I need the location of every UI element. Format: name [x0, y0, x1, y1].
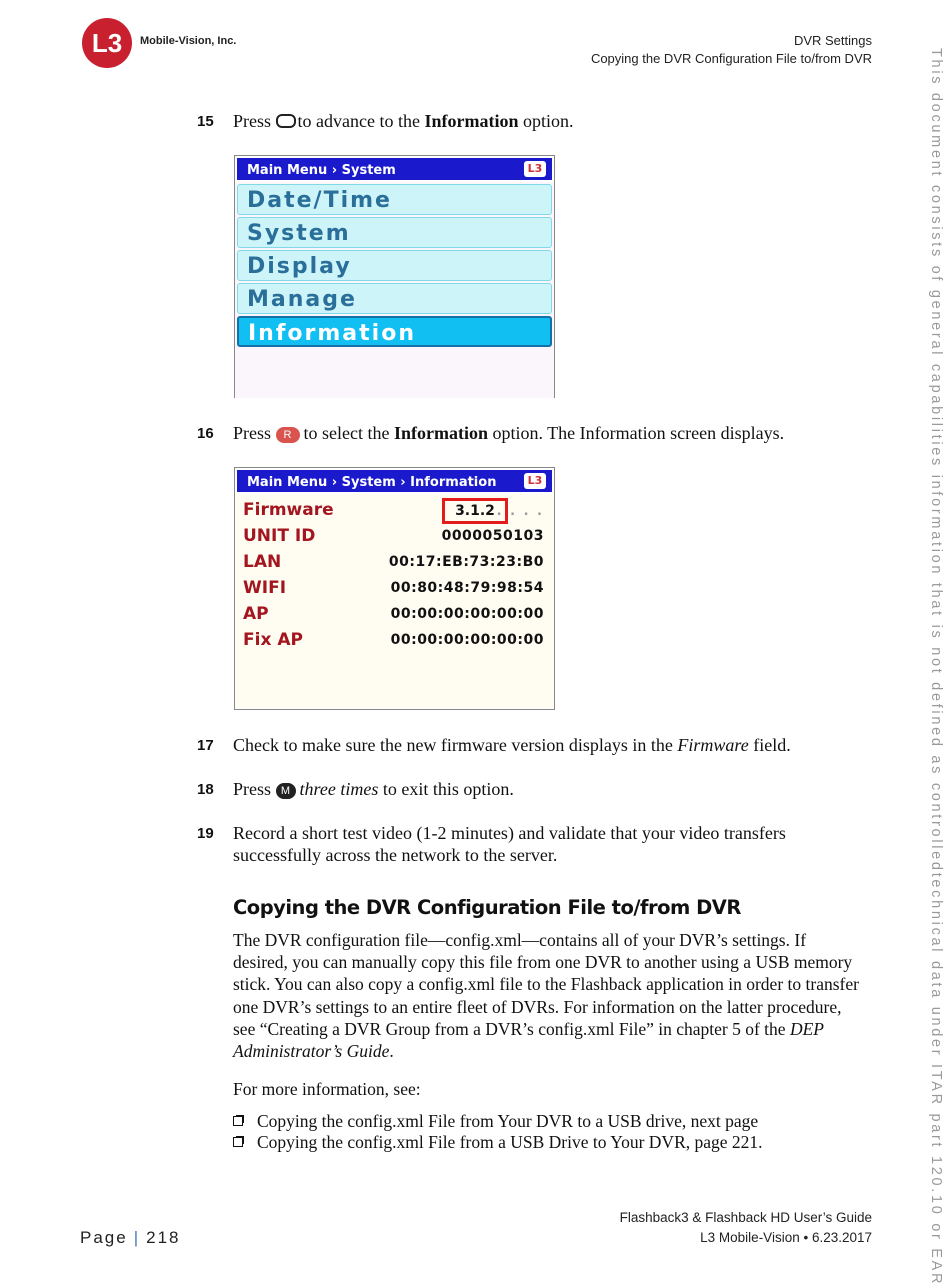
- page-label: Page: [80, 1228, 128, 1247]
- more-info-label: For more information, see:: [233, 1079, 421, 1099]
- info-row: [243, 524, 544, 550]
- step-text: Record a short test video (1-2 minutes) and validate that your video transfers successfully across the network to the server.: [233, 823, 786, 865]
- step-text: field.: [753, 735, 791, 755]
- footer-guide: Flashback3 & Flashback HD User’s Guide: [619, 1210, 872, 1225]
- info-value: 0000050103: [441, 528, 544, 544]
- oval-button-icon: [276, 114, 296, 128]
- info-row-firmware: [243, 498, 544, 524]
- information-panel: [235, 494, 554, 708]
- logo-text: L3: [91, 28, 123, 58]
- step-text: to advance to the: [297, 111, 420, 131]
- info-label: WIFI: [243, 578, 287, 598]
- screen-breadcrumb: Main Menu › System: [247, 163, 396, 178]
- menu-item-system[interactable]: System: [237, 217, 552, 248]
- l3-badge-icon: L3: [524, 473, 546, 489]
- dvr-screen-information: [234, 467, 555, 710]
- separator: |: [133, 1228, 141, 1247]
- m-button-icon: M: [276, 783, 296, 799]
- info-row: [243, 550, 544, 576]
- step-text: Press: [233, 423, 272, 443]
- info-label: Firmware: [243, 500, 334, 520]
- dvr-screen-system-menu: [234, 155, 555, 398]
- l3-badge-icon: L3: [524, 161, 546, 177]
- l3-logo: [80, 18, 136, 68]
- step-text: Press: [233, 779, 272, 799]
- guide-title: DEP Administrator’s Guide: [233, 1018, 824, 1062]
- screen-title-bar: [235, 468, 554, 494]
- info-value: 00:00:00:00:00:00: [390, 606, 544, 622]
- checkbox-bullet-icon: [233, 1116, 243, 1126]
- info-row: [243, 602, 544, 628]
- info-label: UNIT ID: [243, 526, 316, 546]
- firmware-value: 3.1.2: [455, 503, 495, 519]
- step-text: to exit this option.: [382, 779, 514, 799]
- footer-publisher: L3 Mobile-Vision • 6.23.2017: [700, 1230, 872, 1245]
- r-button-icon: R: [276, 427, 300, 443]
- header-section: DVR Settings: [793, 33, 872, 48]
- info-row: [243, 576, 544, 602]
- paragraph-text: The DVR configuration file—config.xml—contains all of your DVR’s settings. If desired, you can manually copy this file from one DVR to another using a USB memory stick. You can also copy a config.xml file to the Flashback application in order to transfer one DVR’s settings to an entire fleet of DVRs. For information on the latter procedure, see “Creating a DVR Group from a DVR’s config.xml File” in chapter 5 of the: [233, 930, 859, 1039]
- step-number: 19: [197, 825, 214, 842]
- menu-item-information[interactable]: Information: [237, 316, 552, 347]
- info-label: AP: [243, 604, 269, 624]
- header-subsection: Copying the DVR Configuration File to/from DVR: [590, 51, 872, 66]
- link-text[interactable]: Copying the config.xml File from a USB Drive to Your DVR, page 221.: [257, 1132, 763, 1152]
- step-number: 18: [197, 781, 214, 798]
- step-bold: Information: [393, 423, 488, 443]
- step-text: to select the: [303, 423, 390, 443]
- menu-item-manage[interactable]: Manage: [237, 283, 552, 314]
- step-text: option. The Information screen displays.: [492, 423, 785, 443]
- paragraph-end: .: [389, 1041, 394, 1062]
- menu-item-date-time[interactable]: Date/Time: [237, 184, 552, 215]
- page-value: 218: [146, 1228, 181, 1247]
- step-italic: Firmware: [677, 735, 749, 755]
- info-label: Fix AP: [243, 630, 303, 650]
- step-bold: Information: [424, 111, 519, 131]
- company-name: Mobile-Vision, Inc.: [140, 35, 237, 47]
- step-text: Press: [233, 111, 272, 131]
- step-italic: three times: [299, 779, 379, 799]
- menu-item-display[interactable]: Display: [237, 250, 552, 281]
- step-number: 17: [197, 737, 214, 754]
- step-number: 15: [197, 113, 214, 130]
- info-label: LAN: [243, 552, 282, 572]
- watermark-text: This document consists of general capabilities information that is not defined as controlledtechnical data under ITAR part 120.10 or EAR: [928, 48, 944, 1286]
- info-value: 00:80:48:79:98:54: [390, 580, 544, 596]
- step-number: 16: [197, 425, 214, 442]
- step-text: Check to make sure the new firmware version displays in the: [233, 735, 673, 755]
- info-value: 00:00:00:00:00:00: [390, 632, 544, 648]
- section-paragraph: [233, 929, 863, 1062]
- screen-breadcrumb: Main Menu › System › Information: [247, 475, 497, 490]
- checkbox-bullet-icon: [233, 1137, 243, 1147]
- info-value: 00:17:EB:73:23:B0: [388, 554, 544, 570]
- watermark: [928, 48, 948, 1286]
- list-item[interactable]: [233, 1131, 763, 1153]
- link-text[interactable]: Copying the config.xml File from Your DVR to a USB drive, next page: [257, 1111, 759, 1131]
- page-number: [80, 1228, 181, 1248]
- screen-title-bar: [235, 156, 554, 182]
- system-menu: [235, 182, 554, 398]
- section-heading: Copying the DVR Configuration File to/from DVR: [233, 896, 741, 919]
- step-text: option.: [522, 111, 574, 131]
- info-row: [243, 628, 544, 654]
- list-item[interactable]: [233, 1110, 758, 1132]
- firmware-value-tail: . . . .: [496, 504, 544, 519]
